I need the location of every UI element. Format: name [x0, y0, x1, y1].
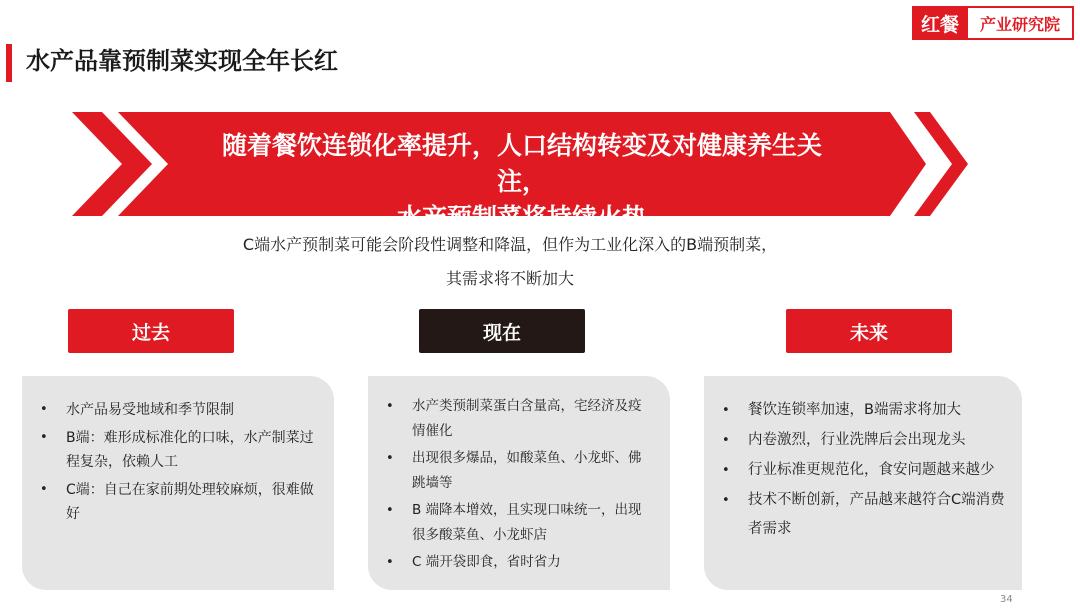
tab-past: 过去: [68, 309, 234, 353]
list-item: • 技术不断创新，产品越来越符合C端消费者需求: [720, 486, 1006, 544]
banner-text: [212, 128, 832, 236]
list-item: • 餐饮连锁率加速，B端需求将加大: [720, 396, 1006, 425]
brand-logo: [912, 6, 1074, 40]
banner-line-2: 水产预制菜将持续火热: [396, 203, 647, 232]
subtitle-line-1: C端水产预制菜可能会阶段性调整和降温，但作为工业化深入的B端预制菜，: [242, 235, 778, 254]
page-title: 水产品靠预制菜实现全年长红: [26, 47, 338, 75]
list-item: • B 端降本增效，且实现口味统一，出现很多酸菜鱼、小龙虾店: [384, 498, 654, 548]
subtitle: [130, 228, 890, 296]
list-item: • C 端开袋即食，省时省力: [384, 550, 654, 575]
list-item: • 内卷激烈，行业洗牌后会出现龙头: [720, 426, 1006, 455]
list-item: • 水产类预制菜蛋白含量高，宅经济及疫情催化: [384, 394, 654, 444]
card-now: [368, 376, 670, 590]
past-list: [38, 398, 318, 530]
list-item: • 水产品易受地域和季节限制: [38, 398, 318, 422]
list-item: • C端：自己在家前期处理较麻烦，很难做好: [38, 478, 318, 526]
title-accent-bar: [6, 44, 12, 82]
card-past: [22, 376, 334, 590]
page-number: 34: [1000, 594, 1013, 605]
future-list: [720, 396, 1006, 545]
banner-line-1: 随着餐饮连锁化率提升，人口结构转变及对健康养生关注，: [221, 131, 822, 196]
tab-future: 未来: [786, 309, 952, 353]
card-future: [704, 376, 1022, 590]
now-list: [384, 394, 654, 577]
logo-text: 产业研究院: [968, 6, 1074, 40]
tab-now: 现在: [419, 309, 585, 353]
list-item: • 出现很多爆品，如酸菜鱼、小龙虾、佛跳墙等: [384, 446, 654, 496]
banner: [72, 112, 968, 232]
list-item: • B端：难形成标准化的口味，水产制菜过程复杂，依赖人工: [38, 426, 318, 474]
list-item: • 行业标准更规范化，食安问题越来越少: [720, 456, 1006, 485]
subtitle-line-2: 其需求将不断加大: [445, 269, 574, 288]
logo-mark: 红餐: [912, 6, 968, 40]
